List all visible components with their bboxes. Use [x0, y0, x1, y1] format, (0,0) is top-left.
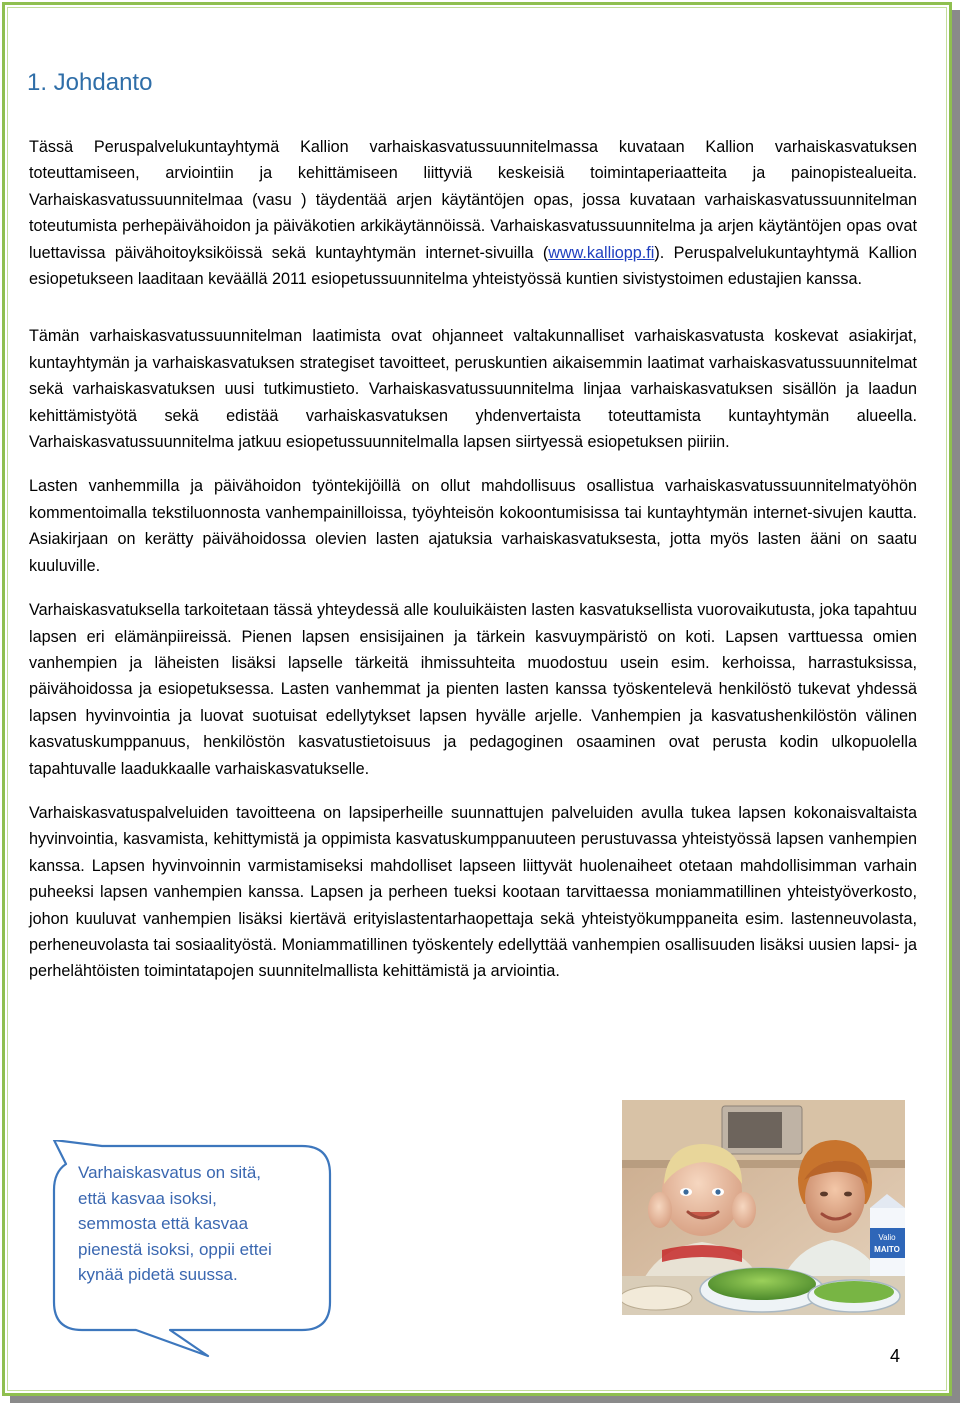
photo-illustration — [622, 1100, 905, 1315]
intro-paragraph — [29, 134, 917, 292]
bubble-line: kynää pidetä suussa. — [78, 1265, 238, 1284]
photo-child-and-adult-at-table — [622, 1100, 905, 1315]
bubble-line: että kasvaa isoksi, — [78, 1188, 217, 1208]
bubble-line: semmosta että kasvaa — [78, 1214, 249, 1233]
speech-bubble — [40, 1140, 340, 1360]
paragraph-sentence: Varhaiskasvatussuunnitelmaa (vasu ) täydentää arjen käytäntöjen opas, jossa kuvataan varhaiskasvatussuunnitelman toteutumista perhepäivähoidon ja päiväkotien arkikäytännöissä. — [29, 190, 917, 236]
paragraph-sentence: ). Peruspalvelukuntayhtymä Kallion esiopetukseen laaditaan keväällä 2011 esiopetussuunnitelma yhteistyössä kuntien sivistystoimen edustajien kanssa. — [29, 243, 917, 289]
carton-brand: Valio — [878, 1233, 896, 1242]
bubble-line: pienestä isoksi, oppii ettei — [78, 1239, 272, 1259]
paragraph-participation: Lasten vanhemmilla ja päivähoidon työntekijöillä on ollut mahdollisuus osallistua varhaiskasvatussuunnitelmatyöhön kommentoimalla tekstiluonnosta vanhempainilloissa, työyhteisön kokoontumisissa tai kuntayhtymän internet-sivujen kautta. Asiakirjaan on kerätty päivähoidossa olevien lasten ajatuksia varhaiskasvatuksesta, jotta myös lasten ääni on saatu kuuluville. — [29, 477, 917, 575]
carton-label: MAITO — [874, 1245, 900, 1254]
paragraph-sentence: Varhaiskasvatussuunnitelma ja arjen käytäntöjen opas ovat luettavissa päivähoitoyksiköissä sekä kuntayhtymän internet-sivuilla ( — [29, 217, 918, 262]
bubble-quote — [78, 1160, 318, 1288]
website-link[interactable]: www.kalliopp.fi — [548, 243, 655, 262]
paragraph-goals: Varhaiskasvatuspalveluiden tavoitteena on lapsiperheille suunnattujen palveluiden avulla tukea lapsen kokonaisvaltaista hyvinvointia, kasvamista, kehittymistä ja oppimista kasvatuskumppanuuteen perustuvassa yhteistyössä lapsen vanhempien kanssa. Lapsen hyvinvoinnin varmistamiseksi mahdolliset lapseen liittyvät huolenaiheet otetaan mahdollisimman varhain puheeksi lapsen vanhempien kanssa. Lapsen ja perheen tueksi kootaan tarvittaessa moniammatillinen yhteistyöverkosto, johon kuuluvat vanhempien lisäksi kiertävä erityislastentarhaopettaja sekä yhteistyökumppaneita esim. lastenneuvolasta, perheneuvolasta tai sosiaalityöstä. Moniammatillinen työskentely edellyttää vanhempien osallisuuden lisäksi uusien lapsi- ja perhelähtöisten toimintatapojen suunnitelmallista kehittämistä ja arviointia. — [29, 803, 917, 981]
paragraph-definition: Varhaiskasvatuksella tarkoitetaan tässä yhteydessä alle kouluikäisten lasten kasvatuksellista vuorovaikutusta, joka tapahtuu lapsen eri elämänpiireissä. Pienen lapsen ensisijainen ja tärkein kasvuympäristö on koti. Lapsen varttuessa omien vanhempien ja läheisten lisäksi lapselle tärkeitä ihmissuhteita muodostuu usein esim. kerhoissa, harrastuksissa, päivähoidossa ja esiopetuksessa. Lasten vanhemmat ja pienten lasten kanssa työskentelevä henkilöstö tukevat yhdessä lapsen hyvinvointia ja luovat suotuisat edellytykset lapsen hyvälle arjelle. Vanhempien ja kasvatushenkilöstön välinen kasvatuskumppanuus, henkilöstön kasvatustietoisuus ja pedagoginen osaaminen ovat perusta kodin ulkopuolella tapahtuvalle laadukkaalle varhaiskasvatukselle. — [29, 601, 917, 778]
bubble-line: Varhaiskasvatus on sitä, — [78, 1163, 261, 1182]
paragraph-guidelines: Tämän varhaiskasvatussuunnitelman laatimista ovat ohjanneet valtakunnalliset varhaiskasvatusta koskevat asiakirjat, kuntayhtymän ja varhaiskasvatuksen strategiset tavoitteet, peruskuntien aikaisemmin laatimat varhaiskasvatussuunnitelmat sekä varhaiskasvatuksen uusi tutkimustieto. Varhaiskasvatussuunnitelma linjaa varhaiskasvatuksen sisällön ja laadun kehittämistyötä sekä edistää varhaiskasvatuksen yhdenvertaista toteuttamista kuntayhtymän alueella. Varhaiskasvatussuunnitelma jatkuu esiopetussuunnitelmalla lapsen siirtyessä esiopetuksen piiriin. — [29, 327, 917, 452]
body-text — [29, 134, 917, 985]
section-heading: 1. Johdanto — [27, 69, 153, 96]
page-number: 4 — [890, 1346, 901, 1366]
paragraph-sentence: Tässä Peruspalvelukuntayhtymä Kallion varhaiskasvatussuunnitelmassa kuvataan Kallion varhaiskasvatuksen toteuttamiseen, arviointiin ja kehittämiseen liittyviä keskeisiä toimintaperiaatteita ja painopistealueita. — [29, 138, 917, 183]
